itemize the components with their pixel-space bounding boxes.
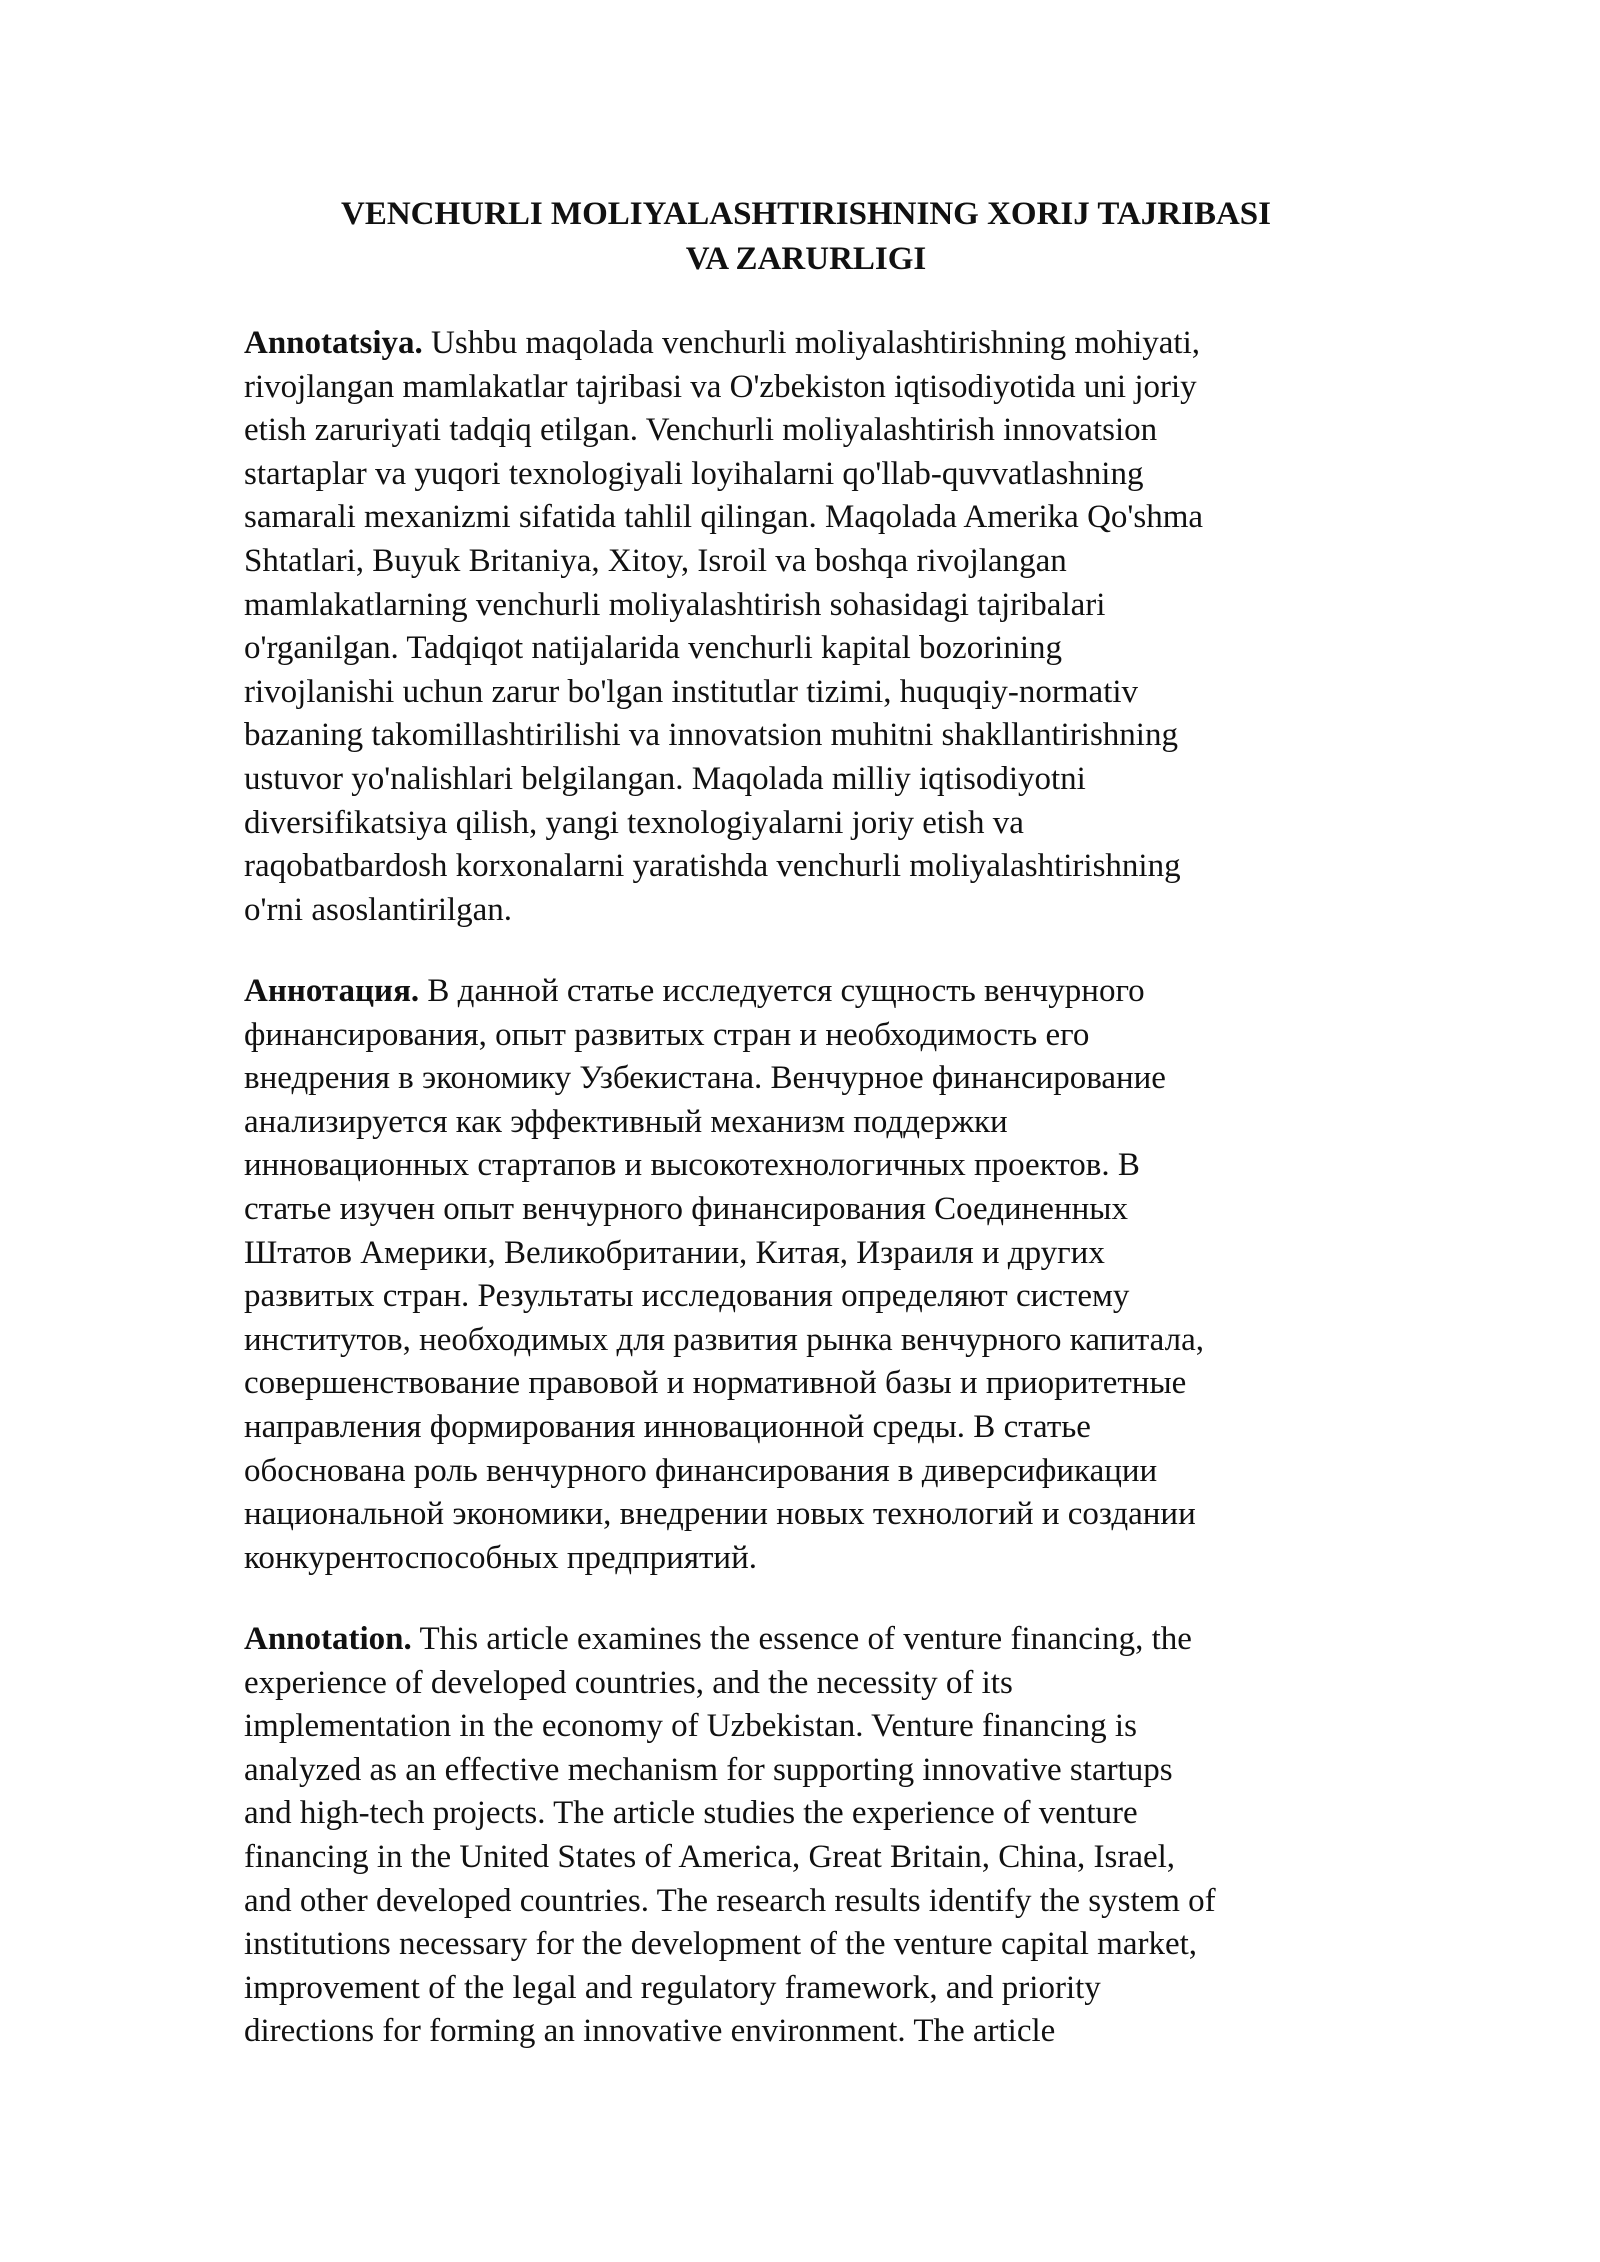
abstract-line [244, 1618, 1374, 1662]
article-title [244, 192, 1368, 282]
abstract-label: Аннотация. [244, 973, 420, 1009]
abstract-line: инновационных стартапов и высокотехнологичных проектов. В [244, 1147, 1140, 1184]
abstract-line: анализируется как эффективный механизм поддержки [244, 1103, 1008, 1140]
abstract-line: institutions necessary for the development of the venture capital market, [244, 1926, 1198, 1963]
abstract-line: совершенствование правовой и нормативной базы и приоритетные [244, 1365, 1187, 1402]
abstract-line: направления формирования инновационной среды. В статье [244, 1408, 1091, 1445]
abstract-russian [244, 970, 1374, 1580]
abstract-line: внедрения в экономику Узбекистана. Венчурное финансирование [244, 1060, 1166, 1097]
abstract-line: improvement of the legal and regulatory framework, and priority [244, 1969, 1101, 2006]
abstract-line: analyzed as an effective mechanism for supporting innovative startups [244, 1751, 1173, 1788]
abstract-text: В данной статье исследуется сущность венчурного [427, 973, 1145, 1009]
abstract-line: rivojlanishi uchun zarur bo'lgan institutlar tizimi, huquqiy-normativ [244, 673, 1139, 710]
abstract-line: etish zaruriyati tadqiq etilgan. Venchurli moliyalashtirish innovatsion [244, 412, 1158, 449]
abstract-line [244, 322, 1374, 366]
abstract-text: Ushbu maqolada venchurli moliyalashtirishning mohiyati, [431, 325, 1200, 361]
abstract-line [244, 970, 1374, 1014]
abstract-line: rivojlangan mamlakatlar tajribasi va O'zbekiston iqtisodiyotida uni joriy [244, 368, 1197, 405]
abstract-line: samarali mexanizmi sifatida tahlil qilingan. Maqolada Amerika Qo'shma [244, 499, 1204, 536]
abstract-line: mamlakatlarning venchurli moliyalashtirish sohasidagi tajribalari [244, 586, 1106, 623]
abstract-line: обоснована роль венчурного финансирования в диверсификации [244, 1452, 1158, 1489]
abstract-line: and high-tech projects. The article studies the experience of venture [244, 1795, 1138, 1832]
abstract-label: Annotation. [244, 1621, 412, 1657]
abstract-line: and other developed countries. The research results identify the system of [244, 1882, 1216, 1919]
abstract-line: институтов, необходимых для развития рынка венчурного капитала, [244, 1321, 1204, 1358]
abstract-line: финансирования, опыт развитых стран и необходимость его [244, 1016, 1090, 1053]
abstract-line: национальной экономики, внедрении новых технологий и создании [244, 1496, 1196, 1533]
abstract-line: развитых стран. Результаты исследования определяют систему [244, 1278, 1130, 1315]
abstract-label: Annotatsiya. [244, 325, 423, 361]
abstract-line: ustuvor yo'nalishlari belgilangan. Maqolada milliy iqtisodiyotni [244, 760, 1086, 797]
abstract-line: experience of developed countries, and the necessity of its [244, 1664, 1013, 1701]
abstract-line: bazaning takomillashtirilishi va innovatsion muhitni shakllantirishning [244, 717, 1178, 754]
abstract-line: implementation in the economy of Uzbekistan. Venture financing is [244, 1708, 1137, 1745]
abstract-line: Shtatlari, Buyuk Britaniya, Xitoy, Isroil va boshqa rivojlangan [244, 542, 1067, 579]
title-line: VA ZARURLIGI [685, 241, 927, 277]
abstract-line: Штатов Америки, Великобритании, Китая, Израиля и других [244, 1234, 1105, 1271]
title-line: VENCHURLI MOLIYALASHTIRISHNING XORIJ TAJRIBASI [340, 196, 1271, 232]
abstract-line: diversifikatsiya qilish, yangi texnologiyalarni joriy etish va [244, 804, 1024, 841]
abstract-line: статье изучен опыт венчурного финансирования Соединенных [244, 1190, 1128, 1227]
abstract-line: o'rganilgan. Tadqiqot natijalarida venchurli kapital bozorining [244, 630, 1063, 667]
abstract-line: directions for forming an innovative environment. The article [244, 2013, 1056, 2050]
abstract-line: raqobatbardosh korxonalarni yaratishda venchurli moliyalashtirishning [244, 848, 1181, 885]
abstract-line: o'rni asoslantirilgan. [244, 891, 513, 928]
abstract-line: конкурентоспособных предприятий. [244, 1539, 757, 1576]
abstract-english [244, 1618, 1374, 2054]
abstract-line: startaplar va yuqori texnologiyali loyihalarni qo'llab-quvvatlashning [244, 455, 1144, 492]
abstract-line: financing in the United States of America, Great Britain, China, Israel, [244, 1838, 1176, 1875]
abstract-uzbek [244, 322, 1374, 932]
abstract-text: This article examines the essence of venture financing, the [419, 1621, 1192, 1657]
